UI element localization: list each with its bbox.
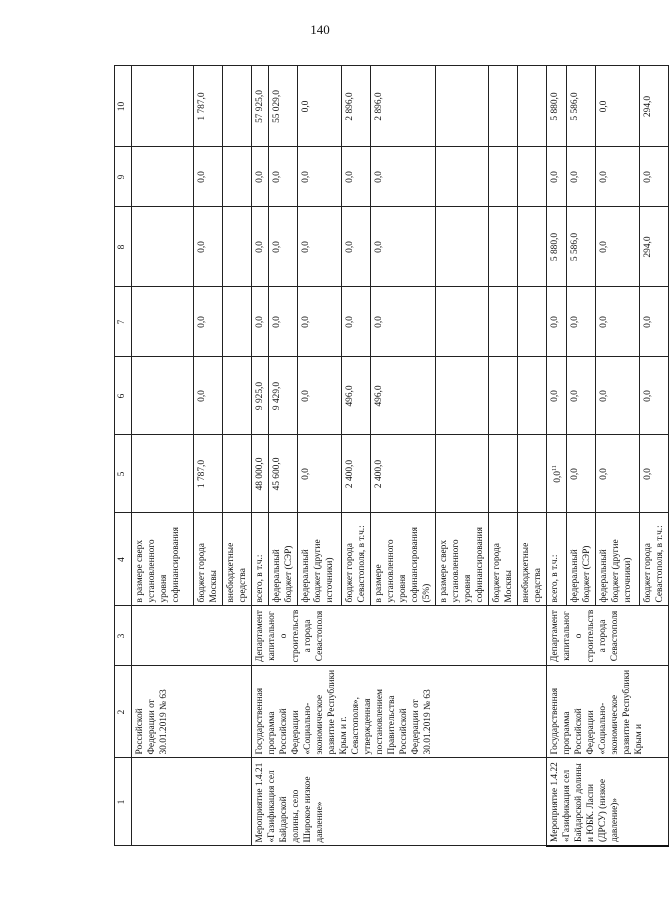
value-cell: 2 896,0 <box>342 66 371 147</box>
value-cell: 0,0 <box>298 207 342 287</box>
value-cell <box>489 287 518 357</box>
executor-cell: Департамент капитального строительства города Севастополя <box>252 606 547 666</box>
value-cell <box>518 287 547 357</box>
activity-cell <box>132 758 252 846</box>
value-cell: 0,0 <box>194 287 223 357</box>
value-cell <box>489 66 518 147</box>
value-cell: 5 586,0 <box>567 207 596 287</box>
value-cell: 9 925,0 <box>252 357 269 435</box>
col-header: 8 <box>115 207 132 287</box>
value-cell: 0,0 <box>252 287 269 357</box>
value-cell: 5 880,0 <box>547 66 567 147</box>
value-cell: 0,0 <box>596 147 640 207</box>
value-cell <box>436 435 489 513</box>
value-cell <box>518 66 547 147</box>
value-cell: 496,0 <box>342 357 371 435</box>
value-cell: 0,0 <box>194 147 223 207</box>
value-cell: 55 029,0 <box>269 66 298 147</box>
col-header: 1 <box>115 758 132 846</box>
value-cell: 0,0 <box>298 435 342 513</box>
value-cell: 0,0 <box>547 357 567 435</box>
value-cell: 45 600,0 <box>269 435 298 513</box>
value-cell: 0,0 <box>640 147 669 207</box>
value-cell <box>518 435 547 513</box>
value-cell: 1 787,0 <box>194 66 223 147</box>
executor-cell: Департамент капитального строительства города Севастополя <box>547 606 669 666</box>
value-cell: 0,0 <box>252 147 269 207</box>
source-cell: бюджет города Севастополя, в т.ч.: <box>640 513 669 606</box>
budget-table <box>114 66 669 848</box>
value-cell <box>223 287 252 357</box>
value-cell <box>132 357 194 435</box>
value-cell: 0,0 <box>269 147 298 207</box>
value-cell: 0,0 <box>567 435 596 513</box>
value-cell: 0,0 <box>342 147 371 207</box>
value-cell: 0,0 <box>194 207 223 287</box>
value-cell <box>547 435 567 513</box>
header-row <box>115 66 132 846</box>
source-cell: бюджет города Москвы <box>194 513 223 606</box>
table-row <box>547 66 567 846</box>
col-header: 5 <box>115 435 132 513</box>
source-cell: в размере установленного уровня софинансирования (5%) <box>371 513 436 606</box>
value-cell: 0,0 <box>567 147 596 207</box>
col-header: 9 <box>115 147 132 207</box>
value-cell <box>489 357 518 435</box>
value-cell: 0,0 <box>371 147 436 207</box>
col-header: 4 <box>115 513 132 606</box>
table-row <box>132 66 194 846</box>
value-cell: 0,0 <box>547 147 567 207</box>
col-header: 10 <box>115 66 132 147</box>
value-cell <box>436 357 489 435</box>
value-cell: 0,0 <box>596 207 640 287</box>
value-text: 0,0 <box>553 471 564 483</box>
program-cell: Государственная программа Российской Федерации «Социально-экономическое развитие Республики Крым и <box>547 666 669 758</box>
value-cell: 0,0 <box>298 287 342 357</box>
col-header: 3 <box>115 606 132 666</box>
program-cell: Государственная программа Российской Федерации «Социально-экономическое развитие Республики Крым и г. Севастополя», утвержденная постановлением Правительства Российской Федерации от 30.01.2019 № 63 <box>252 666 547 758</box>
value-cell <box>436 287 489 357</box>
value-cell <box>518 357 547 435</box>
value-cell: 0,0 <box>194 357 223 435</box>
value-cell: 2 400,0 <box>371 435 436 513</box>
value-cell: 0,0 <box>640 357 669 435</box>
value-cell: 0,0 <box>547 287 567 357</box>
value-cell <box>436 147 489 207</box>
value-cell: 9 429,0 <box>269 357 298 435</box>
col-header: 6 <box>115 357 132 435</box>
value-cell: 0,0 <box>596 287 640 357</box>
value-cell: 0,0 <box>269 287 298 357</box>
value-cell: 0,0 <box>342 207 371 287</box>
source-cell: в размере сверх установленного уровня софинансирования <box>436 513 489 606</box>
value-cell: 5 586,0 <box>567 66 596 147</box>
source-cell: федеральный бюджет (СЭР) <box>567 513 596 606</box>
source-cell: федеральный бюджет (СЭР) <box>269 513 298 606</box>
value-cell: 0,0 <box>342 287 371 357</box>
activity-cell: Мероприятие 1.4.22 «Газификация сел Байдарской долины и ЮБК. Ласпи (ДРСУ) (низкое давление)» <box>547 758 669 846</box>
value-cell: 0,0 <box>640 287 669 357</box>
source-cell: федеральный бюджет (другие источники) <box>596 513 640 606</box>
value-cell: 294,0 <box>640 66 669 147</box>
value-cell: 48 000,0 <box>252 435 269 513</box>
value-cell <box>518 147 547 207</box>
value-cell: 57 925,0 <box>252 66 269 147</box>
value-cell <box>489 435 518 513</box>
source-cell: в размере сверх установленного уровня софинансирования <box>132 513 194 606</box>
source-cell: внебюджетные средства <box>518 513 547 606</box>
value-cell <box>132 207 194 287</box>
source-cell: бюджет города Москвы <box>489 513 518 606</box>
value-cell: 0,0 <box>298 357 342 435</box>
value-cell: 1 787,0 <box>194 435 223 513</box>
source-cell: всего, в т.ч.: <box>547 513 567 606</box>
value-cell <box>489 207 518 287</box>
value-cell: 0,0 <box>298 66 342 147</box>
value-cell: 0,0 <box>640 435 669 513</box>
value-cell: 0,0 <box>567 357 596 435</box>
value-cell: 0,0 <box>269 207 298 287</box>
source-cell: бюджет города Севастополя, в т.ч.: <box>342 513 371 606</box>
value-cell: 2 400,0 <box>342 435 371 513</box>
value-cell: 2 896,0 <box>371 66 436 147</box>
source-cell: федеральный бюджет (другие источники) <box>298 513 342 606</box>
page-number: 140 <box>310 22 330 37</box>
value-cell <box>132 287 194 357</box>
program-cell: Российской Федерации от 30.01.2019 № 63 <box>132 666 252 758</box>
value-cell: 5 880,0 <box>547 207 567 287</box>
table-row <box>252 66 269 846</box>
value-cell: 0,0 <box>567 287 596 357</box>
value-cell <box>132 147 194 207</box>
value-cell: 0,0 <box>298 147 342 207</box>
value-cell: 0,0 <box>596 66 640 147</box>
value-cell <box>518 207 547 287</box>
source-cell: внебюджетные средства <box>223 513 252 606</box>
value-cell: 0,0 <box>252 207 269 287</box>
value-cell <box>223 435 252 513</box>
value-cell: 0,0 <box>371 287 436 357</box>
value-cell <box>223 147 252 207</box>
value-cell <box>132 435 194 513</box>
value-cell: 0,0 <box>596 435 640 513</box>
value-cell <box>223 357 252 435</box>
value-cell: 0,0 <box>371 207 436 287</box>
footnote-mark: 11 <box>552 465 558 472</box>
value-cell <box>223 207 252 287</box>
value-cell <box>436 66 489 147</box>
col-header: 7 <box>115 287 132 357</box>
value-cell: 294,0 <box>640 207 669 287</box>
value-cell: 496,0 <box>371 357 436 435</box>
col-header: 2 <box>115 666 132 758</box>
activity-cell: Мероприятие 1.4.21 «Газификация сел Байдарской долины, село Широкое низкое давление» <box>252 758 547 846</box>
source-cell: всего, в т.ч.: <box>252 513 269 606</box>
value-cell <box>223 66 252 147</box>
value-cell: 0,0 <box>596 357 640 435</box>
value-cell <box>436 207 489 287</box>
rotated-table-wrapper <box>114 67 666 847</box>
value-cell <box>489 147 518 207</box>
value-cell <box>132 66 194 147</box>
executor-cell <box>132 606 252 666</box>
